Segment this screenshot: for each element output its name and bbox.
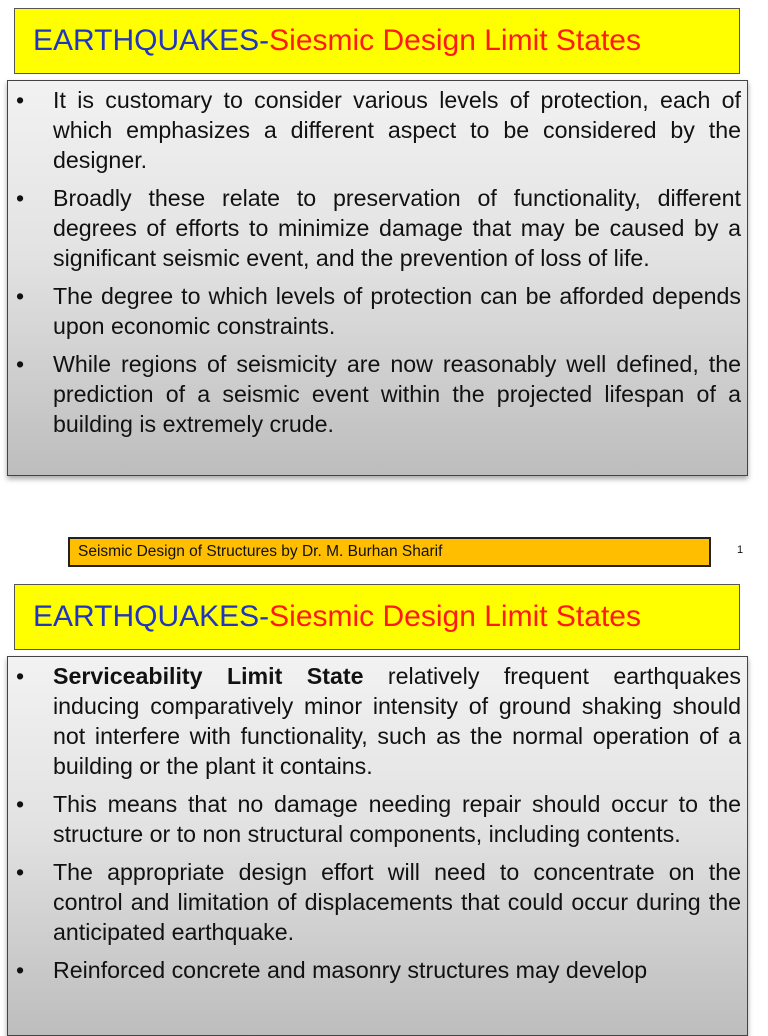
slide2-title-subtitle: Siesmic Design Limit States bbox=[269, 600, 641, 633]
bullet-icon: • bbox=[16, 957, 25, 983]
bullet-icon: • bbox=[16, 663, 25, 689]
list-item bbox=[16, 789, 741, 849]
bullet-text: The degree to which levels of protection can be afforded depends upon economic constraints. bbox=[53, 283, 741, 339]
list-item bbox=[16, 857, 741, 947]
slide1-title-main: EARTHQUAKES- bbox=[33, 24, 270, 57]
bullet-text: The appropriate design effort will need to concentrate on the control and limitation of displacements that could occur during the anticipated earthquake. bbox=[53, 859, 741, 945]
list-item bbox=[16, 661, 741, 781]
slide1-bullet-list bbox=[16, 85, 741, 439]
bullet-icon: • bbox=[16, 283, 25, 309]
list-item bbox=[16, 183, 741, 273]
slide2-title-banner bbox=[14, 584, 740, 650]
bullet-text: It is customary to consider various levels of protection, each of which emphasizes a different aspect to be considered by the designer. bbox=[53, 87, 741, 173]
bullet-icon: • bbox=[16, 87, 25, 113]
bullet-text: Reinforced concrete and masonry structures may develop bbox=[53, 957, 648, 983]
page-number: 1 bbox=[737, 544, 744, 556]
bullet-bold-term: Serviceability Limit State bbox=[53, 663, 364, 689]
list-item bbox=[16, 85, 741, 175]
list-item bbox=[16, 349, 741, 439]
bullet-text: Broadly these relate to preservation of functionality, different degrees of efforts to minimize damage that may be caused by a significant seismic event, and the prevention of loss of life. bbox=[53, 185, 741, 271]
list-item bbox=[16, 955, 741, 985]
slide1-title-banner bbox=[14, 8, 740, 74]
bullet-text: While regions of seismicity are now reasonably well defined, the prediction of a seismic event within the projected lifespan of a building is extremely crude. bbox=[53, 351, 741, 437]
list-item bbox=[16, 281, 741, 341]
bullet-icon: • bbox=[16, 859, 25, 885]
bullet-text: This means that no damage needing repair should occur to the structure or to non structural components, including contents. bbox=[53, 791, 741, 847]
slide-footer: Seismic Design of Structures by Dr. M. Burhan Sharif bbox=[68, 537, 711, 567]
slide2-bullet-list bbox=[16, 661, 741, 985]
slide1-title-subtitle: Siesmic Design Limit States bbox=[269, 24, 641, 57]
bullet-icon: • bbox=[16, 185, 25, 211]
slide2-content-box bbox=[7, 656, 748, 1036]
slide1-content-box bbox=[7, 80, 748, 476]
bullet-icon: • bbox=[16, 351, 25, 377]
bullet-icon: • bbox=[16, 791, 25, 817]
slide2-title-main: EARTHQUAKES- bbox=[33, 600, 270, 633]
bullet-text: relatively frequent earthquakes inducing comparatively minor intensity of ground shaking should not interfere with functionality, such as the normal operation of a building or the plant it contains. bbox=[53, 663, 741, 779]
